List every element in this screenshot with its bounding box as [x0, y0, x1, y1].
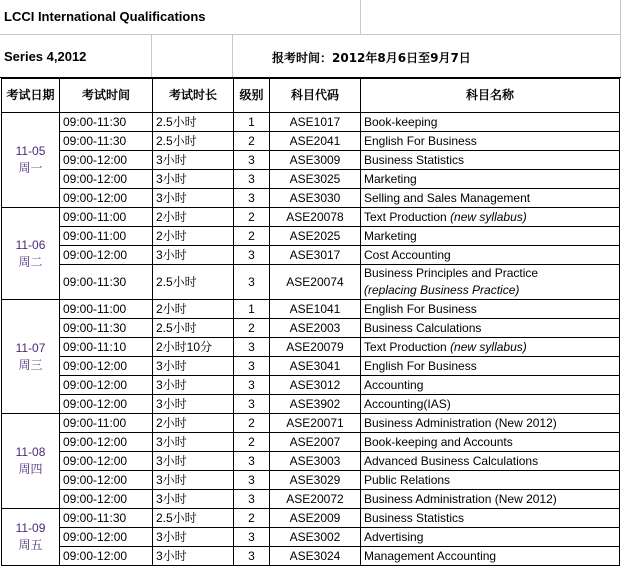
exam-duration: 3小时: [153, 357, 234, 376]
subject-code: ASE2003: [270, 319, 361, 338]
column-header-duration: 考试时长: [153, 79, 234, 113]
exam-duration: 3小时: [153, 433, 234, 452]
subject-code: ASE3024: [270, 547, 361, 566]
subject-name-cell: [361, 208, 620, 227]
exam-duration: 2.5小时: [153, 113, 234, 132]
exam-time: 09:00-12:00: [60, 189, 153, 208]
exam-time: 09:00-11:30: [60, 132, 153, 151]
exam-date-cell: [2, 113, 60, 208]
subject-name-cell: [361, 319, 620, 338]
exam-duration: 2.5小时: [153, 132, 234, 151]
subject-code: ASE3012: [270, 376, 361, 395]
subject-name-cell: [361, 509, 620, 528]
table-row: [2, 189, 620, 208]
subject-code: ASE3030: [270, 189, 361, 208]
subject-name: Marketing: [364, 171, 417, 186]
subject-note: (new syllabus): [450, 209, 527, 224]
subject-code: ASE3017: [270, 246, 361, 265]
subject-name-cell: [361, 338, 620, 357]
subject-code: ASE3029: [270, 471, 361, 490]
exam-time: 09:00-12:00: [60, 376, 153, 395]
table-row: [2, 319, 620, 338]
exam-schedule-table: [1, 78, 620, 566]
exam-duration: 3小时: [153, 490, 234, 509]
subject-name-cell: [361, 227, 620, 246]
subject-name-cell: [361, 132, 620, 151]
exam-level: 3: [234, 246, 270, 265]
table-row: [2, 170, 620, 189]
exam-level: 1: [234, 300, 270, 319]
subject-name-cell: [361, 471, 620, 490]
subject-code: ASE1017: [270, 113, 361, 132]
exam-date: 11-09: [15, 521, 46, 535]
subject-code: ASE20079: [270, 338, 361, 357]
column-header-time: 考试时间: [60, 79, 153, 113]
subject-name: Business Statistics: [364, 510, 465, 525]
subject-name: Business Calculations: [364, 320, 482, 335]
exam-duration: 3小时: [153, 246, 234, 265]
exam-level: 3: [234, 189, 270, 208]
registration-period: 报考时间：2012年8月6日至9月7日: [272, 51, 471, 65]
exam-duration: 3小时: [153, 376, 234, 395]
subject-name-cell: [361, 246, 620, 265]
subject-name-cell: [361, 395, 620, 414]
subject-code: ASE2009: [270, 509, 361, 528]
subject-name-cell: [361, 151, 620, 170]
exam-level: 2: [234, 319, 270, 338]
exam-level: 2: [234, 433, 270, 452]
subject-name: Accounting(IAS): [364, 396, 451, 411]
subject-code: ASE20072: [270, 490, 361, 509]
subject-code: ASE2007: [270, 433, 361, 452]
subject-code: ASE20071: [270, 414, 361, 433]
subject-note: (new syllabus): [450, 339, 527, 354]
exam-duration: 3小时: [153, 189, 234, 208]
exam-weekday: 周三: [18, 357, 43, 372]
subject-note: (replacing Business Practice): [364, 283, 520, 297]
table-row: [2, 300, 620, 319]
subject-name: Business Principles and Practice: [364, 266, 539, 280]
subject-name-cell: [361, 414, 620, 433]
exam-date-cell: [2, 509, 60, 566]
exam-time: 09:00-12:00: [60, 452, 153, 471]
column-header-subject: 科目名称: [361, 79, 620, 113]
subject-name: Book-keeping and Accounts: [364, 434, 513, 449]
exam-level: 3: [234, 471, 270, 490]
subject-code: ASE3002: [270, 528, 361, 547]
exam-weekday: 周一: [18, 161, 43, 175]
subject-name: Business Administration (New 2012): [364, 491, 557, 506]
subject-code: ASE3009: [270, 151, 361, 170]
exam-duration: 2.5小时: [153, 509, 234, 528]
exam-time: 09:00-11:30: [60, 265, 153, 300]
subject-name: Text Production: [364, 209, 447, 224]
subject-name-cell: [361, 433, 620, 452]
exam-duration: 3小时: [153, 471, 234, 490]
subject-code: ASE3025: [270, 170, 361, 189]
exam-duration: 3小时: [153, 151, 234, 170]
exam-time: 09:00-11:00: [60, 208, 153, 227]
table-row: [2, 452, 620, 471]
series-row: [0, 35, 621, 78]
exam-duration: 2.5小时: [153, 265, 234, 300]
grid-line: [360, 0, 361, 34]
table-row: [2, 357, 620, 376]
exam-time: 09:00-12:00: [60, 433, 153, 452]
exam-time: 09:00-11:30: [60, 319, 153, 338]
exam-level: 2: [234, 208, 270, 227]
exam-level: 3: [234, 151, 270, 170]
exam-date: 11-08: [15, 445, 46, 459]
subject-name: Advertising: [364, 529, 424, 544]
column-header-level: 级别: [234, 79, 270, 113]
exam-level: 3: [234, 452, 270, 471]
subject-name: Advanced Business Calculations: [364, 453, 539, 468]
subject-name: English For Business: [364, 358, 477, 373]
subject-name: Book-keeping: [364, 114, 438, 129]
exam-duration: 2小时: [153, 414, 234, 433]
exam-duration: 2小时10分: [153, 338, 234, 357]
table-row: [2, 113, 620, 132]
sheet-title: LCCI International Qualifications: [4, 9, 206, 24]
table-row: [2, 132, 620, 151]
table-row: [2, 509, 620, 528]
exam-time: 09:00-12:00: [60, 395, 153, 414]
subject-name-cell: [361, 547, 620, 566]
exam-time: 09:00-12:00: [60, 547, 153, 566]
exam-level: 2: [234, 509, 270, 528]
subject-code: ASE1041: [270, 300, 361, 319]
exam-time: 09:00-11:00: [60, 227, 153, 246]
exam-time: 09:00-12:00: [60, 490, 153, 509]
table-row: [2, 246, 620, 265]
exam-duration: 2小时: [153, 208, 234, 227]
exam-level: 1: [234, 113, 270, 132]
exam-date: 11-05: [15, 144, 46, 158]
title-row: [0, 0, 621, 35]
subject-code: ASE20078: [270, 208, 361, 227]
subject-name-cell: [361, 452, 620, 471]
exam-level: 3: [234, 490, 270, 509]
exam-time: 09:00-11:10: [60, 338, 153, 357]
subject-name-cell: [361, 528, 620, 547]
subject-name-cell: [361, 490, 620, 509]
table-row: [2, 265, 620, 300]
column-header-date: 考试日期: [2, 79, 60, 113]
exam-time: 09:00-11:30: [60, 113, 153, 132]
exam-date-cell: [2, 208, 60, 300]
exam-level: 3: [234, 265, 270, 300]
subject-code: ASE2041: [270, 132, 361, 151]
exam-duration: 3小时: [153, 170, 234, 189]
exam-time: 09:00-12:00: [60, 151, 153, 170]
subject-name-cell: [361, 300, 620, 319]
table-row: [2, 433, 620, 452]
exam-weekday: 周五: [18, 538, 43, 552]
subject-name: Public Relations: [364, 472, 451, 487]
exam-duration: 3小时: [153, 547, 234, 566]
table-row: [2, 395, 620, 414]
exam-time: 09:00-11:00: [60, 300, 153, 319]
exam-time: 09:00-11:00: [60, 414, 153, 433]
table-row: [2, 490, 620, 509]
exam-level: 3: [234, 170, 270, 189]
subject-name: Text Production: [364, 339, 447, 354]
exam-time: 09:00-12:00: [60, 246, 153, 265]
subject-code: ASE2025: [270, 227, 361, 246]
table-body: [2, 113, 620, 566]
table-row: [2, 208, 620, 227]
subject-name: Selling and Sales Management: [364, 190, 531, 205]
exam-level: 3: [234, 547, 270, 566]
subject-name: English For Business: [364, 133, 477, 148]
subject-name: Business Statistics: [364, 152, 465, 167]
subject-name: Accounting: [364, 377, 424, 392]
exam-date: 11-06: [15, 237, 46, 252]
exam-duration: 3小时: [153, 452, 234, 471]
exam-level: 2: [234, 227, 270, 246]
subject-name-cell: [361, 189, 620, 208]
table-row: [2, 338, 620, 357]
exam-time: 09:00-12:00: [60, 170, 153, 189]
exam-level: 3: [234, 528, 270, 547]
grid-line: [151, 35, 152, 77]
series-label: Series 4,2012: [4, 49, 87, 64]
exam-date: 11-07: [15, 340, 46, 355]
table-row: [2, 376, 620, 395]
exam-time: 09:00-12:00: [60, 357, 153, 376]
subject-code: ASE3003: [270, 452, 361, 471]
subject-code: ASE3902: [270, 395, 361, 414]
exam-time: 09:00-12:00: [60, 528, 153, 547]
exam-level: 3: [234, 357, 270, 376]
subject-name: Management Accounting: [364, 548, 497, 563]
table-row: [2, 547, 620, 566]
exam-weekday: 周四: [18, 462, 43, 476]
table-row: [2, 471, 620, 490]
subject-name: English For Business: [364, 301, 477, 316]
subject-name: Marketing: [364, 228, 417, 243]
subject-name-cell: [361, 357, 620, 376]
exam-duration: 2小时: [153, 227, 234, 246]
subject-name-cell: [361, 265, 620, 300]
table-row: [2, 528, 620, 547]
subject-code: ASE20074: [270, 265, 361, 300]
exam-duration: 3小时: [153, 395, 234, 414]
subject-code: ASE3041: [270, 357, 361, 376]
exam-duration: 3小时: [153, 528, 234, 547]
table-row: [2, 227, 620, 246]
exam-level: 3: [234, 338, 270, 357]
subject-name-cell: [361, 170, 620, 189]
table-header-row: [2, 79, 620, 113]
exam-weekday: 周二: [18, 254, 43, 269]
subject-name: Cost Accounting: [364, 247, 451, 262]
subject-name: Business Administration (New 2012): [364, 415, 557, 430]
exam-date-cell: [2, 300, 60, 414]
subject-name-cell: [361, 113, 620, 132]
table-row: [2, 414, 620, 433]
exam-level: 3: [234, 395, 270, 414]
subject-name-cell: [361, 376, 620, 395]
exam-level: 3: [234, 376, 270, 395]
exam-level: 2: [234, 414, 270, 433]
table-row: [2, 151, 620, 170]
exam-duration: 2.5小时: [153, 319, 234, 338]
exam-time: 09:00-11:30: [60, 509, 153, 528]
exam-date-cell: [2, 414, 60, 509]
grid-line: [232, 35, 233, 77]
exam-level: 2: [234, 132, 270, 151]
exam-duration: 2小时: [153, 300, 234, 319]
exam-time: 09:00-12:00: [60, 471, 153, 490]
column-header-code: 科目代码: [270, 79, 361, 113]
